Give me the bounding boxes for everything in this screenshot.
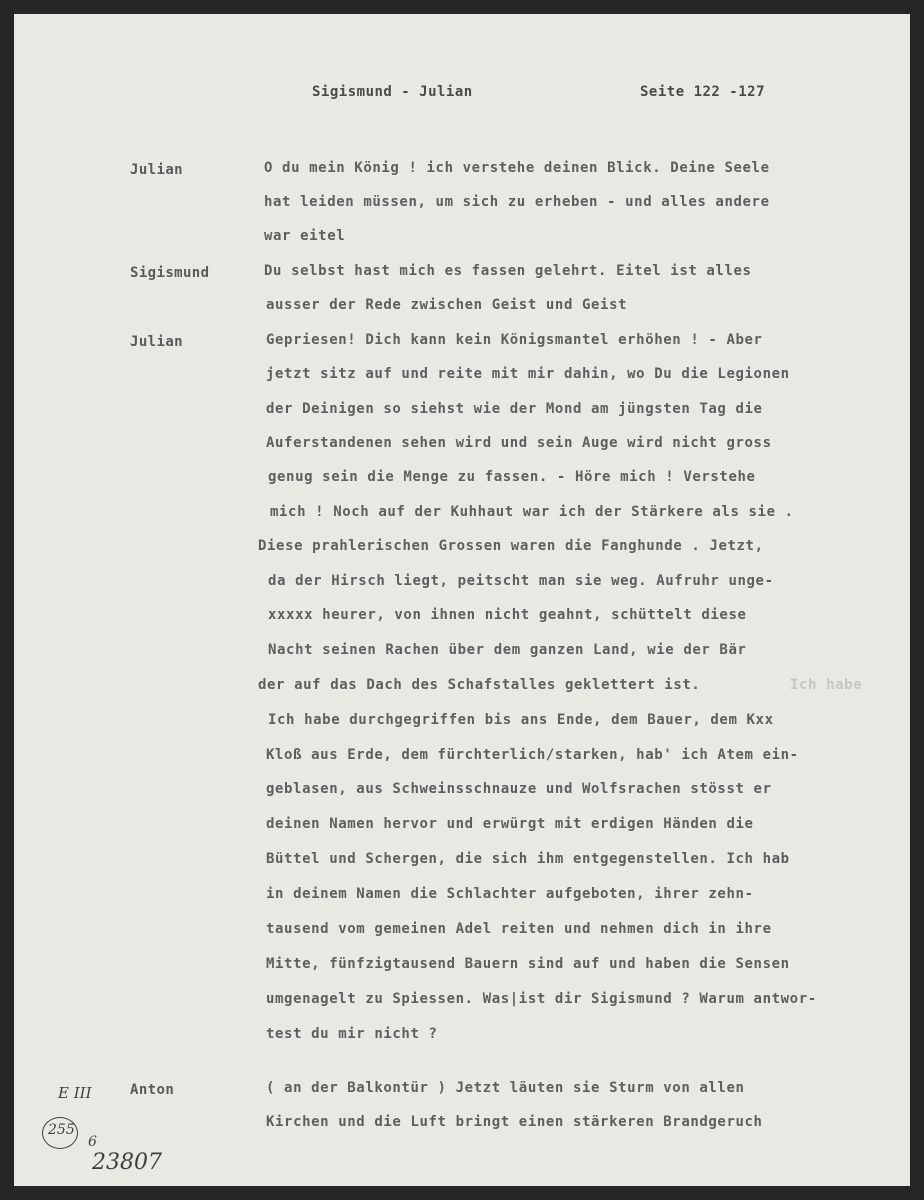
speaker-name: Julian bbox=[130, 334, 183, 350]
text-line: jetzt sitz auf und reite mit mir dahin, wo Du die Legionen bbox=[266, 366, 790, 382]
text-line: genug sein die Menge zu fassen. - Höre mich ! Verstehe bbox=[268, 469, 756, 485]
scene-title: Sigismund - Julian bbox=[312, 84, 473, 100]
text-line: in deinem Namen die Schlachter aufgeboten, ihrer zehn- bbox=[266, 886, 754, 902]
circled-number: 255 bbox=[48, 1122, 75, 1138]
sub-number: 6 bbox=[88, 1134, 97, 1150]
text-line: Diese prahlerischen Grossen waren die Fanghunde . Jetzt, bbox=[258, 538, 764, 554]
speaker-name: Sigismund bbox=[130, 265, 210, 281]
text-line: geblasen, aus Schweinsschnauze und Wolfsrachen stösst er bbox=[266, 781, 772, 797]
text-line: da der Hirsch liegt, peitscht man sie weg. Aufruhr unge- bbox=[268, 573, 774, 589]
faint-strikeover: Ich habe bbox=[790, 677, 863, 693]
text-line: Kloß aus Erde, dem fürchterlich/starken, hab' ich Atem ein- bbox=[266, 747, 799, 763]
text-line: Gepriesen! Dich kann kein Königsmantel erhöhen ! - Aber bbox=[266, 332, 763, 348]
archive-mark: E III bbox=[58, 1084, 92, 1102]
text-line: der Deinigen so siehst wie der Mond am jüngsten Tag die bbox=[266, 401, 763, 417]
text-line: Büttel und Schergen, die sich ihm entgegenstellen. Ich hab bbox=[266, 851, 790, 867]
text-line: mich ! Noch auf der Kuhhaut war ich der Stärkere als sie . bbox=[270, 504, 794, 520]
text-line: Nacht seinen Rachen über dem ganzen Land, wie der Bär bbox=[268, 642, 747, 658]
page-header bbox=[14, 84, 910, 104]
page-range: Seite 122 -127 bbox=[640, 84, 766, 100]
text-line: ausser der Rede zwischen Geist und Geist bbox=[266, 297, 628, 313]
text-line: Du selbst hast mich es fassen gelehrt. Eitel ist alles bbox=[264, 263, 752, 279]
text-line: xxxxx heurer, von ihnen nicht geahnt, schüttelt diese bbox=[268, 607, 747, 623]
text-line: Mitte, fünfzigtausend Bauern sind auf und haben die Sensen bbox=[266, 956, 790, 972]
catalog-number: 23807 bbox=[92, 1150, 162, 1175]
text-line: tausend vom gemeinen Adel reiten und nehmen dich in ihre bbox=[266, 921, 772, 937]
text-line: deinen Namen hervor und erwürgt mit erdigen Händen die bbox=[266, 816, 754, 832]
speaker-name: Anton bbox=[130, 1082, 175, 1098]
text-line: test du mir nicht ? bbox=[266, 1026, 438, 1042]
text-line: Kirchen und die Luft bringt einen stärkeren Brandgeruch bbox=[266, 1114, 763, 1130]
typescript-page bbox=[14, 14, 910, 1186]
text-line: Ich habe durchgegriffen bis ans Ende, dem Bauer, dem Kxx bbox=[268, 712, 774, 728]
text-line: O du mein König ! ich verstehe deinen Blick. Deine Seele bbox=[264, 160, 770, 176]
text-line: hat leiden müssen, um sich zu erheben - und alles andere bbox=[264, 194, 770, 210]
text-line: war eitel bbox=[264, 228, 346, 244]
speaker-name: Julian bbox=[130, 162, 183, 178]
text-line: umgenagelt zu Spiessen. Was|ist dir Sigismund ? Warum antwor- bbox=[266, 991, 817, 1007]
text-line: Auferstandenen sehen wird und sein Auge wird nicht gross bbox=[266, 435, 772, 451]
text-line: der auf das Dach des Schafstalles geklettert ist. bbox=[258, 677, 701, 693]
text-line: ( an der Balkontür ) Jetzt läuten sie Sturm von allen bbox=[266, 1080, 745, 1096]
